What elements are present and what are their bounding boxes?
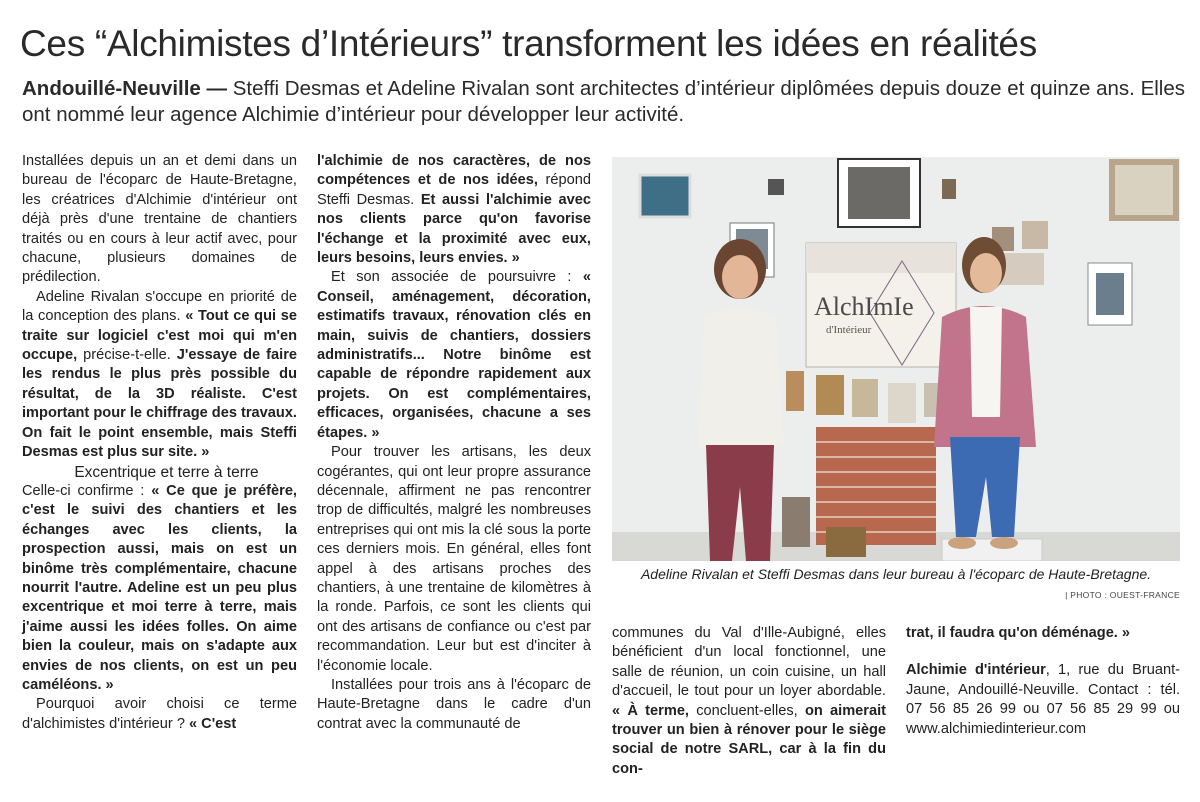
subheading: Excentrique et terre à terre [74, 463, 259, 481]
lead-text: Steffi Desmas et Adeline Rivalan sont architectes d’intérieur diplômées depuis douze et quinze ans. Elles ont nommé leur agence Alchimie d’intérieur pour développer leur activité. [22, 77, 1185, 126]
article-headline: Ces “Alchimistes d’Intérieurs” transforment les idées en réalités [20, 23, 1037, 64]
text-run: Celle-ci confirme : [22, 482, 152, 499]
paragraph [906, 624, 1180, 643]
text-run: Pourquoi avoir choisi ce terme d'alchimistes d'intérieur ? [22, 696, 297, 732]
text-run: communes du Val d'Ille-Aubigné, elles bénéficient d'un local fonctionnel, une salle de réunion, un coin cuisine, un hall d'accueil, le tout pour un loyer abordable. [612, 625, 886, 700]
quote-run: « Tout ce qui se traite sur logiciel c'est moi qui m'en occupe, [22, 308, 297, 364]
paragraph: Pour trouver les artisans, les deux cogérantes, qui ont leur propre assurance décennale, affirment ne pas rencontrer trop de difficultés, malgré les nombreuses entreprises qui ont mis la clé sous la porte ces derniers mois. En général, elles font appel à des artisans proches des chantiers, à une trentaine de kilomètres à la ronde. Parfois, ce sont les clients qui ont des artisans de confiance ou c'est par recommandation. Leur but est d'inciter à l'économie locale. [317, 444, 591, 674]
lead-location: Andouillé-Neuville — [22, 77, 228, 100]
logo-text: AlchImIe [814, 292, 914, 321]
column-1 [22, 152, 297, 734]
text-run: répond Steffi Desmas. [317, 172, 591, 208]
column-3 [612, 624, 886, 779]
photo-credit: | PHOTO : OUEST-FRANCE [1065, 590, 1180, 600]
paragraph: Installées pour trois ans à l'écoparc de Haute-Bretagne dans le cadre d'un contrat avec la communauté de [317, 676, 591, 732]
text-run: Adeline Rivalan s'occupe en priorité de la conception des plans. [22, 288, 297, 325]
quote-run: « C'est [189, 715, 237, 732]
paragraph: Installées depuis un an et demi dans un bureau de l'écoparc de Haute-Bretagne, les créatrices d'Alchimie d'intérieur ont déjà près d'une trentaine de chantiers traités ou en cours à leur actif avec, pour chacune, plusieurs domaines de prédilection. [22, 153, 297, 286]
quote-run: on aimerait trouver un bien à rénover pour le siège social de notre SARL, car à la fin du con- [612, 702, 887, 777]
column-4 [906, 624, 1180, 739]
quote-run: « Ce que je préfère, c'est le suivi des chantiers et les échanges avec les clients, la prospection aussi, mais on est un binôme très complémentaire, chacune nourrit l'autre. Adeline est un peu plus excentrique et moi terre à terre, mais j'aime aussi les idées folles. On aime bien la couleur, mais on s'adapte aux envies de nos clients, on est un peu caméléons. » [22, 482, 297, 693]
quote-run: J'essaye de faire les rendus le plus près possible du résultat, de la 3D réaliste. C'est important pour le chiffrage des travaux. On fait le point ensemble, mais Steffi Desmas est plus sur site. » [22, 347, 297, 461]
contact-text: , 1, rue du Bruant-Jaune, Andouillé-Neuville. Contact : tél. 07 56 85 26 99 ou 07 56 85 29 99 ou www.alchimiedinterieur.com [906, 662, 1180, 737]
text-run: Et son associée de poursuivre : [331, 269, 583, 286]
paragraph [22, 288, 297, 463]
quote-run: « À terme, [612, 702, 689, 719]
paragraph [22, 482, 297, 695]
paragraph [22, 695, 297, 734]
quote-run: « Conseil, aménagement, décoration, estimatifs travaux, rénovation clés en main, suivis de chantiers, dossiers administratifs... Notre binôme est capable de répondre rapidement aux projets. On est complémentaires, efficaces, organisées, chacune a ses étapes. » [317, 269, 591, 441]
column-2 [317, 152, 591, 734]
office-scene [612, 157, 1180, 561]
paragraph [612, 624, 886, 779]
article-lead [22, 76, 1192, 128]
paragraph [317, 152, 591, 268]
article-photo [612, 157, 1180, 561]
text-run: concluent-elles, [689, 702, 805, 719]
agency-name: Alchimie d'intérieur [906, 662, 1046, 679]
quote-run: trat, il faudra qu'on déménage. » [906, 625, 1131, 641]
paragraph [317, 268, 591, 443]
text-run: précise-t-elle. [77, 347, 177, 364]
quote-run: l'alchimie de nos caractères, de nos compétences et de nos idées, [317, 153, 591, 189]
address-block [906, 661, 1180, 739]
quote-run: Et aussi l'alchimie avec nos clients parce qu'on favorise l'échange et la proximité avec eux, leurs besoins, leurs envies. » [317, 191, 591, 267]
logo-subtext: d'Intérieur [826, 324, 872, 336]
photo-caption: Adeline Rivalan et Steffi Desmas dans leur bureau à l'écoparc de Haute-Bretagne. [640, 566, 1152, 582]
